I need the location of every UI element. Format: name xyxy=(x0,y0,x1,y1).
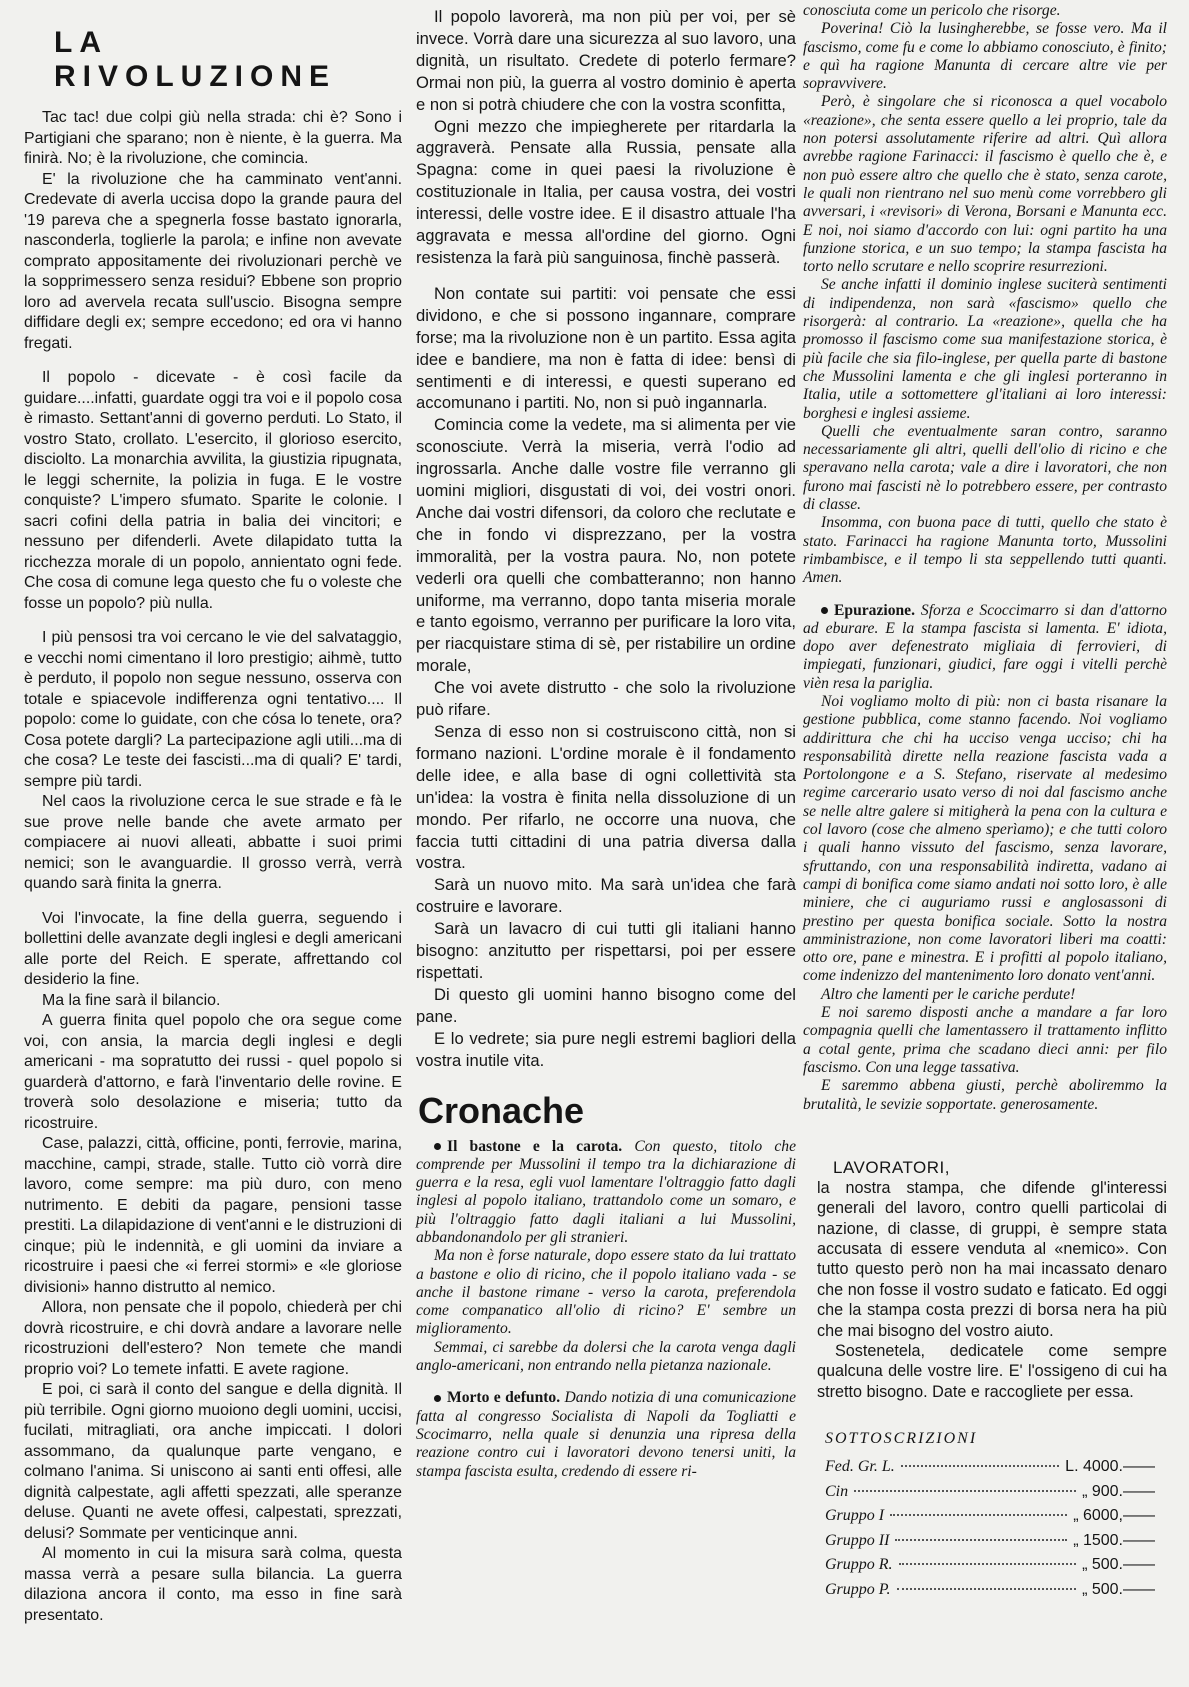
list-item: Cin „ 900.—— xyxy=(825,1482,1155,1500)
news-item: Altro che lamenti per le cariche perdute! xyxy=(821,985,1076,1003)
paragraph: Al momento in cui la misura sarà colma, questa massa verrà a pesare sulla bilancia. La guerra dilaziona ancora il conto, ma esso in fine sarà presentato. xyxy=(24,1545,402,1624)
paragraph: I più pensosi tra voi cercano le vie del salvataggio, e vecchi nomi cimentano il loro prestigio; aihmè, tutto è perduto, il popolo non segue nessuno, osserva con totale e spiacevole indifferenza ogni tentativo.... Il popolo: come lo guidate, con che cósa lo tenete, ora? Cosa potete dargli? La partecipazione agli utili...ma di che cosa? Le teste dei fascisti...ma di quali? E' tardi, sempre più tardi. xyxy=(24,629,402,790)
sottoscrizioni-heading: SOTTOSCRIZIONI xyxy=(825,1430,978,1448)
paragraph: Case, palazzi, città, officine, ponti, ferrovie, marina, macchine, campi, strade, stalle. Tutto ciò vorrà dire lavoro, come sempre: ma più duro, con meno nutrimento. E debiti da pagare, pensioni tasse prestiti. La dilapidazione di vent'anni e le distruzioni di cinque; più le indennità, e gli uomini da inviare a ricostruire i paesi che «i ferrei stormi» e «le gloriose divisioni» hanno distrutto al nemico. xyxy=(24,1135,402,1296)
paragraph: Quelli che eventualmente saran contro, saranno necessariamente gli altri, quelli dell'olio di ricino e che speravano nella carota; vale a dire i lavoratori, che non furono mai fascisti nè lo potrebbero essere, per contrasto di classe. xyxy=(803,422,1167,514)
paragraph: Senza di esso non si costruiscono città, non si formano nazioni. L'ordine morale è il fondamento delle idee, e alla base di ogni collettività sta un'idea: la vostra è finita nella dissoluzione di un mondo. Per rifarlo, ne occorre una nuova, che faccia tutti cittadini di una patria diversa dalla vostra. xyxy=(416,722,796,873)
paragraph: conosciuta come un pericolo che risorge. xyxy=(803,2,1061,19)
paragraph: E poi, ci sarà il conto del sangue e della dignità. Il più terribile. Ogni giorno muoiono degli uomini, uccisi, fucilati, mitragliati, ora anche impiccati. I dolori assommano, da qualunque parte vengano, e colmano l'anima. Si uniscono ai santi enti offesi, alle dignità calpestate, agli affetti spezzati, alle speranze deluse. Quanti ne avete offesi, calpestati, sprezzati, delusi? Sommate per venticinque anni. xyxy=(24,1381,402,1542)
paragraph: Nel caos la rivoluzione cerca le sue strade e fà le sue prove nelle bande che avete armato per compiacere ai nuovi alleati, abbatte i suoi primi nemici; son le avanguardie. Il grosso verrà, verrà quando sarà finita la gnerra. xyxy=(24,793,402,892)
paragraph: Il popolo - dicevate - è così facile da guidare....infatti, guardate oggi tra voi e il popolo cosa è rimasto. Settant'anni di governo perduti. Lo Stato, il vostro Stato, crollato. L'esercito, il glorioso esercito, disciolto. La monarchia avvilita, la giustizia ripugnata, le leggi schernite, la polizia in fuga. E le vostre conquiste? L'impero sfumato. Sparite le colonie. I sacri cofini della patria in balia dei vincitori; e nessuno per difenderli. Avete dilapidato tutta la ricchezza morale di un popolo, annientato ogni fede. Che cosa di comune lega questo che fu o voleste che fosse un popolo? più nulla. xyxy=(24,369,402,612)
lavoratori-heading: LAVORATORI, xyxy=(833,1157,950,1177)
paragraph: Allora, non pensate che il popolo, chiederà per chi dovrà ricostruire, e chi dovrà andare a lavorare nelle ricostruzioni dell'estero? Non temete che mandi proprio voi? Lo temete infatti. E avete ragione. xyxy=(24,1299,402,1378)
paragraph: la nostra stampa, che difende gl'interessi generali del lavoro, contro quelli particolai di nazione, di classe, di gruppi, è sempre stata accusata di essere venduta al «nemico». Con tutto questo però non ha mai incassato denaro che non fosse il vostro sudato e faticato. Ed oggi che la stampa costa prezzi di borsa nera ha più che mai bisogno del vostro aiuto. xyxy=(817,1178,1167,1340)
sottoscrizioni-list xyxy=(803,1458,1167,1605)
column-2 xyxy=(416,6,796,1481)
list-item: Gruppo R. „ 500.—— xyxy=(825,1556,1155,1574)
bullet-icon xyxy=(434,1395,441,1402)
paragraph: Il popolo lavorerà, ma non più per voi, per sè invece. Vorrà dare una sicurezza al suo lavoro, una dignità, un risultato. Credete di poterlo fermare? Ormai non più, la guerra al vostro dominio è aperta e non si potrà chiudere che con la vostra sconfitta, xyxy=(416,7,796,114)
paragraph: Comincia come la vedete, ma si alimenta per vie sconosciute. Verrà la miseria, verrà l'odio ad ingrossarla. Anche dalle vostre file verranno gli uomini migliori, disgustati di voi, dei vostri onori. Anche dai vostri difensori, da coloro che reclutate e che in fondo vi disprezzano, per la vostra immoralità, per la vostra paura. No, non potete vederli ora quelli che combatteranno; non hanno uniforme, ma verranno, dopo tanta miseria morale e tanto egoismo, verranno per purificare la loro vita, per riacquistare stima di sè, per ristabilire un ordine morale, xyxy=(416,415,796,676)
article-title: LA RIVOLUZIONE xyxy=(54,26,337,93)
paragraph: E lo vedrete; sia pure negli estremi bagliori della vostra inutile vita. xyxy=(416,1028,796,1070)
bullet-icon xyxy=(434,1143,441,1150)
paragraph: Però, è singolare che si riconosca a quel vocabolo «reazione», che senta essere quello a lei proprio, tale da non potersi assolutamente riferire ad altri. Quì allora avrebbe ragione Farinacci: il fascismo è quello che è, e non può essere altro che quello che è stato, senza carote, le quali non rientrano nel suo menù come vorrebbero gli avversari, i «revisori» di Verona, Borsani e Manunta ecc. E noi, noi siamo d'accordo con lui: ogni partito ha una funzione storica, e un suo tempo; la stampa fascista ha torto nello scrutare e nello scoprire resurrezioni. xyxy=(803,93,1167,276)
column-1 xyxy=(24,26,402,1626)
bullet-icon xyxy=(821,607,828,614)
paragraph: Di questo gli uomini hanno bisogno come del pane. xyxy=(416,984,796,1026)
news-item: Noi vogliamo molto di più: non ci basta risanare la gestione pubblica, come stanno facendo. Noi vogliamo addirittura che chi ha ucciso venga ucciso; chi ha responsabilità dirette nella reazione fascista vada a Portolongone e a S. Stefano, riservate al medesimo regime carcerario usato verso di noi dal fascismo anche se nelle altre galere si mitigherà la pena con la cultura e col lavoro (cose che almeno sperìamo); e che tutti coloro i quali hanno vissuto del fascismo, senza lavorare, sfruttando, con una responsabilità indiretta, vadano ai campi di bonifica come siamo andati noi sotto loro, è alle miniere, che ci auguriamo russi e anglosassoni di prestino per questa bonifica sociale. Sotto la nostra amministrazione, non come lavoratori liberi ma coatti: otto ore, pane e minestra. E i profitti al popolo italiano, come indenizzo del mantenimento loro donato vent'anni. xyxy=(803,692,1167,985)
news-item: Epurazione. Sforza e Scoccimarro si dan d'attorno ad eburare. E la stampa fascista si lamenta. E' idiota, dopo aver defenestrato migliaia di ferrovieri, di impiegati, funzionari, giudici, fare oggi i vitelli perchè vièn resa la pariglia. xyxy=(803,601,1167,692)
list-item: Gruppo II „ 1500.—— xyxy=(825,1531,1155,1549)
paragraph: E' la rivoluzione che ha camminato vent'anni. Credevate di averla uccisa dopo la grande paura del '19 pareva che a spegnerla fosse bastato ignorarla, nasconderla, toglierle la parola; e infine non avevate comprato appositamente dei rivoluzionari perchè ve la sopprimessero senza residui? Ebbene son proprio loro ad avervela recata sull'uscio. Bisogna sempre diffidare degli ex; sempre eccedono; ed ora vi hanno fregati. xyxy=(24,170,402,352)
list-item: Gruppo I „ 6000,—— xyxy=(825,1507,1155,1525)
paragraph: Sostenetela, dedicatele come sempre qualcuna delle vostre lire. E' l'ossigeno di cui ha stretto bisogno. Date e raccogliete per essa. xyxy=(817,1342,1167,1401)
news-item: Il bastone e la carota. Con questo, titolo che comprende per Mussolini il tempo tra la dichiarazione di guerra e la resa, egli vuol lamentare l'oltraggio fatto dagli inglesi al popolo italiano, trattandolo come un somaro, e più l'oltraggio fatto dagli italiani a lui Mussolini, abbandonandolo per gli stranieri. xyxy=(416,1137,796,1246)
paragraph: Sarà un lavacro di cui tutti gli italiani hanno bisogno: anzitutto per rispettarsi, poi per essere rispettati. xyxy=(416,919,796,982)
section-title-cronache: Cronache xyxy=(418,1089,585,1131)
paragraph: Sarà un nuovo mito. Ma sarà un'idea che farà costruire e lavorare. xyxy=(416,875,796,917)
news-item: Semmai, ci sarebbe da dolersi che la carota venga dagli anglo-americani, non entrando nella pietanza nazionale. xyxy=(416,1338,796,1375)
column-3 xyxy=(803,2,1167,1605)
news-item: E noi saremo disposti anche a mandare a far loro compagnia quelli che lamentassero il trattamento inflitto a cotal gente, prima che scadano dieci anni: per filo fascismo. Con una legge tassativa. xyxy=(803,1004,1167,1076)
paragraph: Non contate sui partiti: voi pensate che essi dividono, e che si possono ingannare, comprare forse; ma la rivoluzione non è un partito. Essa agita idee e bandiere, ma non è fatta di idee: bensì di sentimenti e di interessi, e questi superano ed accomunano i partiti. No, non si può ingannarla. xyxy=(416,283,796,413)
paragraph: Che voi avete distrutto - che solo la rivoluzione può rifare. xyxy=(416,678,796,720)
paragraph: Se anche infatti il dominio inglese suciterà sentimenti di indipendenza, non sarà «fascismo» quello che risorgerà: al contrario. La «reazione», quella che ha promosso il fascismo come sua manifestazione storica, è più facile che sia filo-inglese, per quella parte di bastone che Mussolini lamenta e che gli inglesi porteranno in Italia, utile a sottomettere gl'italiani ai loro interessi: borghesi e inglesi assieme. xyxy=(803,276,1167,422)
paragraph: Poverina! Ciò la lusingherebbe, se fosse vero. Ma il fascismo, come fu e come lo abbiamo conosciuto, è finito; e quì ha ragione Manunta di cercare altre vie per sopravvivere. xyxy=(803,20,1167,93)
list-item: Fed. Gr. L. L. 4000.—— xyxy=(825,1458,1155,1476)
paragraph: Ogni mezzo che impiegherete per ritardarla la aggraverà. Pensate alla Russia, pensate alla Spagna: come in quei paesi la rivoluzione è costituzionale in Italia, per causa vostra, dei vostri interessi, delle vostre idee. E il disastro attuale l'ha aggravata e messa all'ordine del giorno. Ogni resistenza la farà più sanguinosa, finchè passerà. xyxy=(416,116,796,267)
news-item: E saremmo abbena giusti, perchè aboliremmo la brutalità, le sevizie sopportate. generosamente. xyxy=(803,1077,1167,1113)
news-item: Ma non è forse naturale, dopo essere stato da lui trattato a bastone e olio di ricino, che il popolo italiano vada - se anche il bastone rimane - verso la carota, preferendola come companatico all'olio di ricino? E' sembre un miglioramento. xyxy=(416,1247,796,1338)
paragraph: A guerra finita quel popolo che ora segue come voi, con ansia, la marcia degli inglesi e degli americani - ma sopratutto dei russi - quel popolo si guarderà d'attorno, e farà l'inventario delle rovine. E troverà solo desolazione e miseria; tutto da ricostruire. xyxy=(24,1012,402,1132)
news-item: Morto e defunto. Dando notizia di una comunicazione fatta al congresso Socialista di Napoli da Togliatti e Scocimarro, nella quale si denunzia una ripresa della reazione contro cui i lavoratori devono tenersi uniti, la stampa fascista esulta, credendo di essere ri- xyxy=(416,1389,796,1480)
list-item: Gruppo P. „ 500.—— xyxy=(825,1580,1155,1598)
paragraph: Insomma, con buona pace di tutti, quello che stato è stato. Farinacci ha ragione Manunta torto, Mussolini rimbambisce, e il tempo li sta seppellendo tutti quanti. Amen. xyxy=(803,514,1167,587)
paragraph: Voi l'invocate, la fine della guerra, seguendo i bollettini delle avanzate degli inglesi e degli americani alle porte del Reich. E sperate, affrettando col desiderio la fine. xyxy=(24,909,402,988)
paragraph: Ma la fine sarà il bilancio. xyxy=(42,991,221,1009)
paragraph: Tac tac! due colpi giù nella strada: chi è? Sono i Partigiani che sparano; non è niente, è la guerra. Ma finirà. No; è la rivoluzione, che comincia. xyxy=(24,109,402,167)
